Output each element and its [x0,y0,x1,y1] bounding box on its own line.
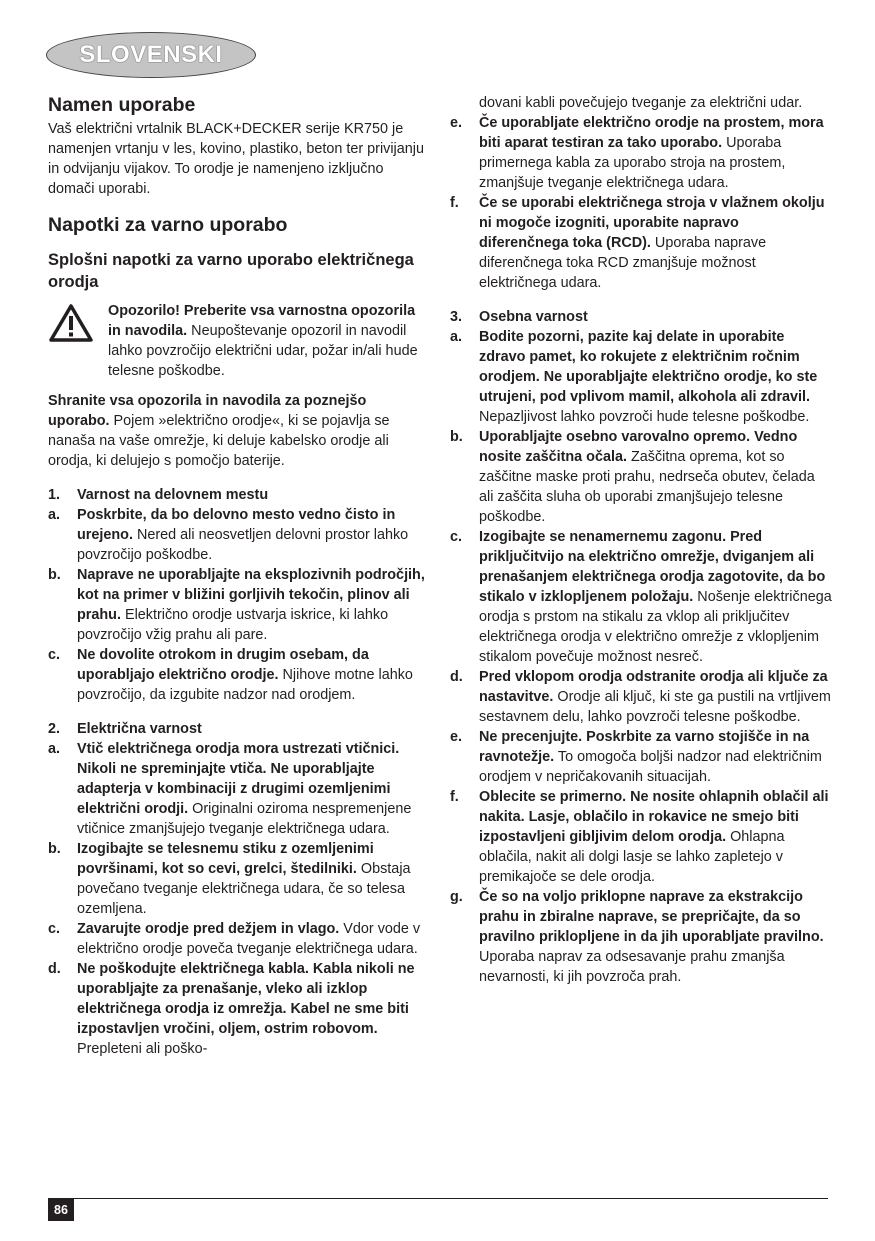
item-text: Uporaba primernega kabla za uporabo stroja na prostem, zmanjšuje tveganje električnega udara. [479,135,786,191]
keep-bold: Shranite vsa opozorila in navodila za poznejšo uporabo. [48,393,367,429]
item-bold: Oblecite se primerno. Ne nosite ohlapnih oblačil ali nakita. Lasje, oblačilo in rokavice ne smejo biti izpostavljeni gibljivim delom orodja. [479,789,829,845]
item-label: b. [450,429,463,445]
footer-divider [48,1198,828,1199]
list-item [450,887,832,987]
item-label: a. [450,329,463,345]
item-bold: Pred vklopom orodja odstranite orodja ali ključe za nastavitve. [479,669,828,705]
item-bold: Naprave ne uporabljajte na eksplozivnih področjih, kot na primer v bližini gorljivih tekočin, plinov ali prahu. [77,567,425,623]
intended-use-text: Vaš električni vrtalnik BLACK+DECKER serije KR750 je namenjen vrtanju v les, kovino, plastiko, beton ter privijanju in odvijanju vijakov. To orodje je namenjeno izključno domači uporabi. [48,121,424,197]
section-title: Električna varnost [77,721,202,737]
list-item [450,113,832,193]
list-item [450,193,832,293]
item-text: Orodje ali ključ, ki ste ga pustili na vrtljivem sestavnem delu, lahko povzroči telesne poškodbe. [479,689,831,725]
item-bold: Zavarujte orodje pred dežjem in vlago. [77,921,340,937]
list-item [48,565,428,645]
left-column [48,93,428,1059]
warning-text [108,301,428,381]
item-label: f. [450,195,459,211]
item-label: f. [450,789,459,805]
item-text: Uporaba naprav za odsesavanje prahu zmanjša nevarnosti, ki jih povzroča prah. [479,949,785,985]
item-text: Njihove motne lahko povzročijo, da izgubite nadzor nad orodjem. [77,667,413,703]
list-item [450,527,832,667]
list-item-continuation [450,93,832,113]
item-text: Nered ali neosvetljen delovni prostor lahko povzročijo poškodbe. [77,527,409,563]
general-safety-heading: Splošni napotki za varno uporabo električnega orodja [48,251,414,291]
section-2-heading [48,719,428,739]
item-label: d. [48,961,61,977]
item-text: Zaščitna oprema, kot so zaščitne maske proti prahu, nedrseča obutev, čelada ali zaščita sluha ob uporabi zmanjšujejo telesne poškodbe. [479,449,815,525]
item-label: c. [48,647,61,663]
warning-triangle-icon [48,301,98,345]
item-text: Originalni oziroma nespremenjene vtičnice zmanjšujejo tveganje električnega udara. [77,801,412,837]
warning-bold: Opozorilo! Preberite vsa varnostna opozorila in navodila. [108,303,416,339]
item-bold: Vtič električnega orodja mora ustrezati vtičnici. Nikoli ne spreminjajte vtiča. Ne uporabljajte adapterja v kombinaciji z drugimi ozemljenimi električni orodji. [77,741,400,817]
item-bold: Če se uporabi električnega stroja v vlažnem okolju ni mogoče izogniti, uporabite napravo diferenčnega toka (RCD). [479,195,825,251]
list-item [48,839,428,919]
item-bold: Ne precenjujte. Poskrbite za varno stojišče in na ravnotežje. [479,729,810,765]
item-label: c. [450,529,463,545]
item-text: Ohlapna oblačila, nakit ali dolgi lasje se lahko zapletejo v premikajoče se dele orodja. [479,829,785,885]
item-label: d. [450,669,463,685]
list-item [48,505,428,565]
item-label: b. [48,841,61,857]
list-item [450,667,832,727]
list-item [450,427,832,527]
section-title: Osebna varnost [479,309,588,325]
language-badge [46,32,256,78]
item-text: Nošenje električnega orodja s prstom na stikalu za vklop ali priključitev električnega orodja v električno omrežje z vklopljenim stikalom povečuje možnost nesreč. [479,589,832,665]
safety-heading: Napotki za varno uporabo [48,214,288,236]
section-number: 2. [48,721,61,737]
item-text: Obstaja povečano tveganje električnega udara, če so telesa ozemljena. [77,861,411,917]
right-column [450,93,832,987]
list-item [48,919,428,959]
warning-normal: Neupoštevanje opozoril in navodil lahko povzročijo električni udar, požar in/ali hude telesne poškodbe. [108,323,418,379]
item-text: Prepleteni ali poško- [77,1041,208,1057]
list-item [450,727,832,787]
keep-normal: Pojem »električno orodje«, ki se pojavlja se nanaša na vaše omrežje, ki deluje kabelsko orodje ali orodja, ki delujejo s pomočjo baterije. [48,413,390,469]
list-item [450,787,832,887]
item-label: a. [48,507,61,523]
item-bold: Ne poškodujte električnega kabla. Kabla nikoli ne uporabljajte za prenašanje, vleko ali izklop električnega orodja iz omrežja. Kabel ne sme biti izpostavljen vročini, oljem, ostrim robovom. [77,961,415,1037]
section-1-heading [48,485,428,505]
list-item [48,739,428,839]
language-label: SLOVENSKI [79,41,223,68]
item-label: e. [450,115,463,131]
page-number: 86 [48,1199,74,1221]
item-text: Električno orodje ustvarja iskrice, ki lahko povzročijo vžig prahu ali pare. [77,607,389,643]
item-label: b. [48,567,61,583]
item-bold: Izogibajte se telesnemu stiku z ozemljenimi površinami, kot so cevi, grelci, štedilniki. [77,841,374,877]
section-3-heading [450,307,832,327]
item-text: Uporaba naprave diferenčnega toka RCD zmanjšuje možnost električnega udara. [479,235,767,291]
intended-use-heading: Namen uporabe [48,94,196,116]
item-label: a. [48,741,61,757]
item-bold: Če uporabljate električno orodje na prostem, mora biti aparat testiran za tako uporabo. [479,115,824,151]
list-item [48,645,428,705]
item-label: g. [450,889,463,905]
item-bold: Bodite pozorni, pazite kaj delate in uporabite zdravo pamet, ko rokujete z električnim ročnim orodjem. Ne uporabljajte električno orodje, ko ste utrujeni, pod vplivom mamil, alkohola ali zdravil. [479,329,818,405]
item-text: To omogoča boljši nadzor nad električnim orodjem v nepričakovanih situacijah. [479,749,822,785]
item-bold: Ne dovolite otrokom in drugim osebam, da uporabljajo električno orodje. [77,647,369,683]
list-item [450,327,832,427]
item-text: dovani kabli povečujejo tveganje za električni udar. [479,95,803,111]
section-number: 3. [450,309,463,325]
item-text: Nepazljivost lahko povzroči hude telesne poškodbe. [479,409,810,425]
item-label: e. [450,729,463,745]
item-label: c. [48,921,61,937]
list-item [48,959,428,1059]
keep-instructions [48,391,428,471]
warning-block [48,301,428,381]
section-number: 1. [48,487,61,503]
item-bold: Če so na voljo priklopne naprave za ekstrakcijo prahu in zbiralne naprave, se prepričajte, da so pravilno priklopljene in da jih uporabljate pravilno. [479,889,824,945]
section-title: Varnost na delovnem mestu [77,487,269,503]
item-text: Vdor vode v električno orodje poveča tveganje električnega udara. [77,921,421,957]
item-bold: Izogibajte se nenamernemu zagonu. Pred priključitvijo na električno omrežje, dviganjem ali prenašanjem električnega orodja zagotovite, da bo stikalo v izklopljenem položaju. [479,529,826,605]
item-bold: Poskrbite, da bo delovno mesto vedno čisto in urejeno. [77,507,396,543]
item-bold: Uporabljajte osebno varovalno opremo. Vedno nosite zaščitna očala. [479,429,798,465]
